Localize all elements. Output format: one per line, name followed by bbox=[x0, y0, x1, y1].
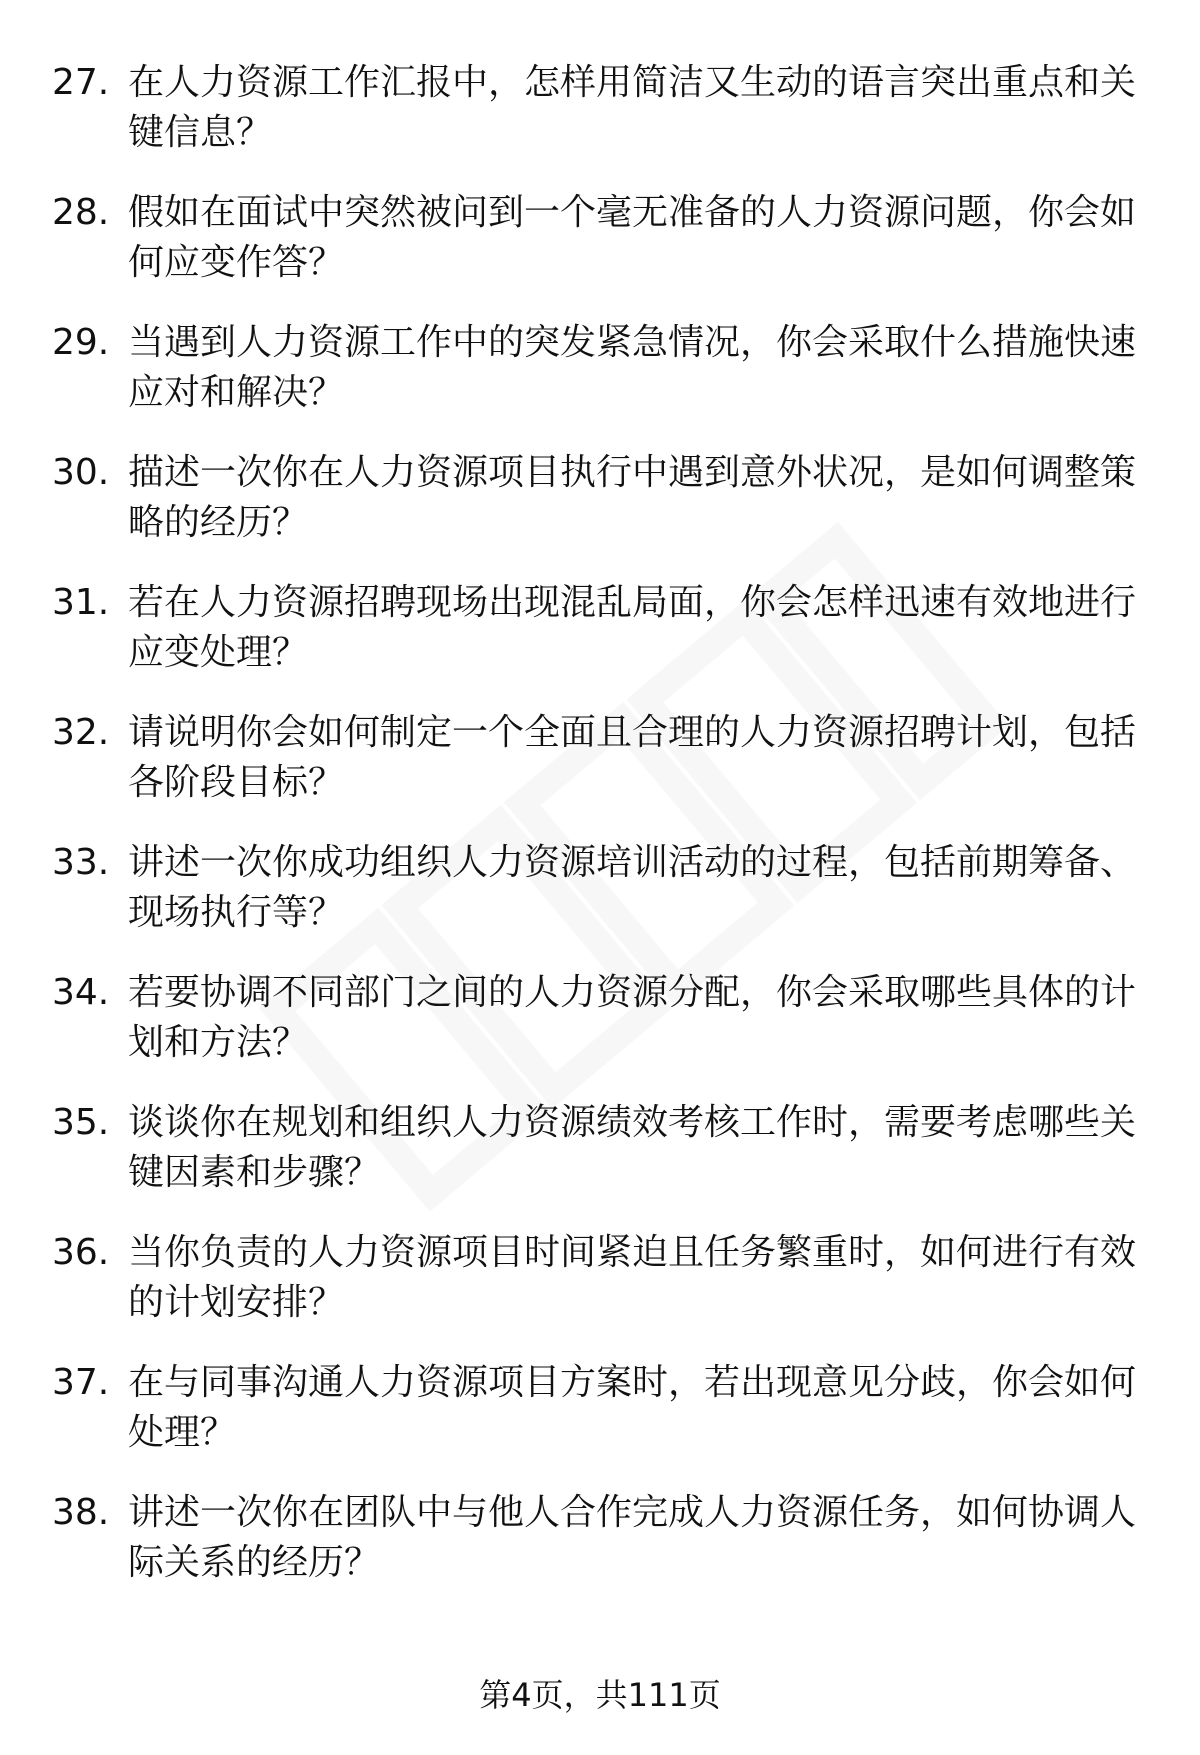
question-text: 若在人力资源招聘现场出现混乱局面，你会怎样迅速有效地进行应变处理？ bbox=[128, 582, 1137, 673]
question-text: 在人力资源工作汇报中，怎样用简洁又生动的语言突出重点和关键信息？ bbox=[128, 62, 1137, 153]
question-number: 27. bbox=[52, 62, 110, 103]
question-text: 请说明你会如何制定一个全面且合理的人力资源招聘计划，包括各阶段目标？ bbox=[128, 712, 1137, 803]
list-item bbox=[52, 1098, 1152, 1228]
question-number: 38. bbox=[52, 1492, 110, 1533]
list-item bbox=[52, 838, 1152, 968]
list-item bbox=[52, 1488, 1152, 1618]
question-text: 假如在面试中突然被问到一个毫无准备的人力资源问题，你会如何应变作答？ bbox=[128, 192, 1137, 283]
question-number: 29. bbox=[52, 322, 110, 363]
question-number: 28. bbox=[52, 192, 110, 233]
question-text: 若要协调不同部门之间的人力资源分配，你会采取哪些具体的计划和方法？ bbox=[128, 972, 1137, 1063]
question-number: 34. bbox=[52, 972, 110, 1013]
list-item bbox=[52, 578, 1152, 708]
list-item bbox=[52, 448, 1152, 578]
question-text: 讲述一次你在团队中与他人合作完成人力资源任务，如何协调人际关系的经历？ bbox=[128, 1492, 1137, 1583]
list-item bbox=[52, 1228, 1152, 1358]
question-number: 37. bbox=[52, 1362, 110, 1403]
question-number: 32. bbox=[52, 712, 110, 753]
question-number: 31. bbox=[52, 582, 110, 623]
list-item bbox=[52, 708, 1152, 838]
question-text: 描述一次你在人力资源项目执行中遇到意外状况，是如何调整策略的经历？ bbox=[128, 452, 1137, 543]
question-number: 36. bbox=[52, 1232, 110, 1273]
question-number: 35. bbox=[52, 1102, 110, 1143]
list-item bbox=[52, 1358, 1152, 1488]
question-text: 当遇到人力资源工作中的突发紧急情况，你会采取什么措施快速应对和解决？ bbox=[128, 322, 1137, 413]
question-number: 33. bbox=[52, 842, 110, 883]
question-text: 当你负责的人力资源项目时间紧迫且任务繁重时，如何进行有效的计划安排？ bbox=[128, 1232, 1137, 1323]
list-item bbox=[52, 188, 1152, 318]
question-text: 讲述一次你成功组织人力资源培训活动的过程，包括前期筹备、现场执行等？ bbox=[128, 842, 1137, 933]
question-text: 谈谈你在规划和组织人力资源绩效考核工作时，需要考虑哪些关键因素和步骤？ bbox=[128, 1102, 1137, 1193]
question-list bbox=[52, 58, 1152, 1618]
list-item bbox=[52, 58, 1152, 188]
question-text: 在与同事沟通人力资源项目方案时，若出现意见分歧，你会如何处理？ bbox=[128, 1362, 1137, 1453]
list-item bbox=[52, 318, 1152, 448]
list-item bbox=[52, 968, 1152, 1098]
page-indicator: 第4页，共111页 bbox=[479, 1676, 721, 1714]
question-number: 30. bbox=[52, 452, 110, 493]
